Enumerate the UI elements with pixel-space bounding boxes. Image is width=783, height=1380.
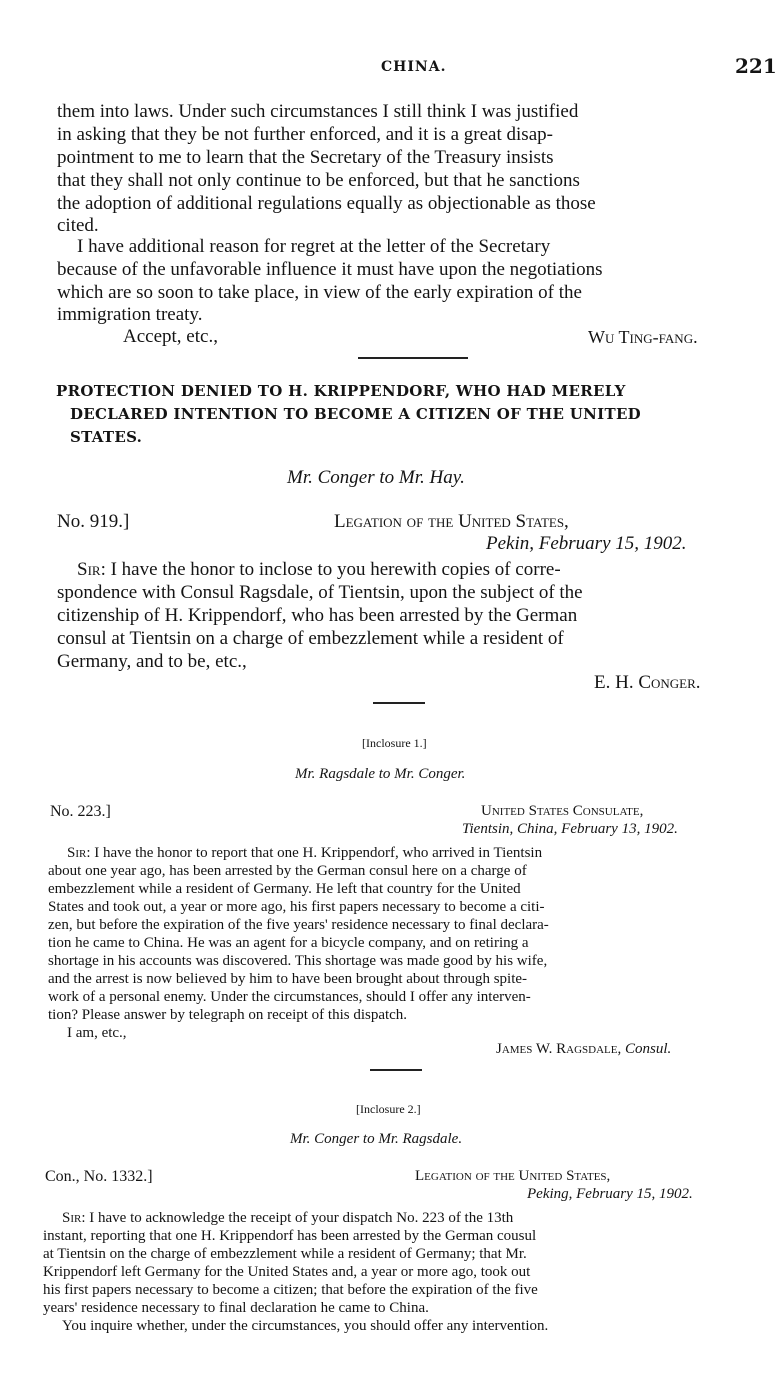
heading-line: DECLARED INTENTION TO BECOME A CITIZEN OF THE UNITED <box>70 405 641 423</box>
body-line: embezzlement while a resident of Germany. He left that country for the United <box>48 881 521 897</box>
body-line: in asking that they be not further enforced, and it is a great disap- <box>57 124 553 145</box>
body-line: instant, reporting that one H. Krippendorf has been arrested by the German cousul <box>43 1228 537 1244</box>
inclosure-label: [Inclosure 1.] <box>362 736 427 750</box>
salutation: Sir: <box>77 559 106 580</box>
place-date: Tientsin, China, February 13, 1902. <box>462 821 678 837</box>
document-title: Mr. Conger to Mr. Ragsdale. <box>290 1131 463 1147</box>
sender-office: Legation of the United States, <box>334 511 569 532</box>
body-line <box>62 1210 513 1227</box>
body-line: because of the unfavorable influence it must have upon the negotiations <box>57 259 603 280</box>
inclosure-label: [Inclosure 2.] <box>356 1102 421 1116</box>
signature <box>496 1041 671 1058</box>
body-line: work of a personal enemy. Under the circumstances, should I offer any interven- <box>48 989 531 1005</box>
body-text: I have the honor to inclose to you herewith copies of corre- <box>105 559 561 580</box>
signature: E. H. Conger. <box>594 672 701 693</box>
body-line: States and took out, a year or more ago, his first papers necessary to become a citi- <box>48 899 545 915</box>
sender-office: Legation of the United States, <box>415 1168 611 1184</box>
body-line: the adoption of additional regulations equally as objectionable as those <box>57 193 596 214</box>
divider <box>373 702 425 704</box>
body-line: Germany, and to be, etc., <box>57 651 247 672</box>
body-line: tion he came to China. He was an agent for a bicycle company, and on retiring a <box>48 935 529 951</box>
body-line <box>77 559 561 581</box>
body-line: that they shall not only continue to be enforced, but that he sanctions <box>57 170 580 191</box>
divider <box>370 1069 422 1071</box>
document-title: Mr. Conger to Mr. Hay. <box>287 467 465 488</box>
running-title: CHINA. <box>381 59 447 75</box>
signature: Wu Ting-fang. <box>588 327 698 347</box>
body-text: I have the honor to report that one H. Krippendorf, who arrived in Tientsin <box>90 845 543 861</box>
body-line: which are so soon to take place, in view of the early expiration of the <box>57 282 582 303</box>
body-line: You inquire whether, under the circumstances, you should offer any intervention. <box>62 1318 549 1334</box>
body-line: about one year ago, has been arrested by the German consul here on a charge of <box>48 863 527 879</box>
body-line: tion? Please answer by telegraph on receipt of this dispatch. <box>48 1007 408 1023</box>
signature-name: James W. Ragsdale, <box>496 1041 622 1057</box>
salutation: Sir: <box>67 845 91 861</box>
body-line: them into laws. Under such circumstances I still think I was justified <box>57 101 579 122</box>
sender-office: United States Consulate, <box>481 803 644 819</box>
heading-line: PROTECTION DENIED TO H. KRIPPENDORF, WHO HAD MERELY <box>56 382 626 400</box>
body-line: years' residence necessary to final declaration he came to China. <box>43 1300 429 1316</box>
body-line: consul at Tientsin on a charge of embezzlement while a resident of <box>57 628 564 649</box>
closing: I am, etc., <box>67 1025 127 1041</box>
body-line: zen, but before the expiration of the five years' residence necessary to final declara- <box>48 917 549 933</box>
body-line: shortage in his accounts was discovered. This shortage was made good by his wife, <box>48 953 548 969</box>
body-line: and the arrest is now believed by him to have been brought about through spite- <box>48 971 528 987</box>
signature-title: Consul. <box>625 1041 672 1057</box>
document-number: No. 919.] <box>57 511 130 532</box>
body-line: immigration treaty. <box>57 304 203 325</box>
body-line: cited. <box>57 215 99 236</box>
closing: Accept, etc., <box>123 326 218 347</box>
body-line: Krippendorf left Germany for the United States and, a year or more ago, took out <box>43 1264 531 1280</box>
body-line: I have additional reason for regret at the letter of the Secretary <box>77 236 551 257</box>
divider <box>358 357 468 359</box>
page-number: 221 <box>735 54 777 78</box>
place-date: Pekin, February 15, 1902. <box>486 533 687 554</box>
document-number: Con., No. 1332.] <box>45 1168 153 1185</box>
salutation: Sir: <box>62 1210 86 1226</box>
body-line: spondence with Consul Ragsdale, of Tientsin, upon the subject of the <box>57 582 583 603</box>
body-text: I have to acknowledge the receipt of your dispatch No. 223 of the 13th <box>85 1210 514 1226</box>
document-title: Mr. Ragsdale to Mr. Conger. <box>295 766 466 782</box>
body-line <box>67 845 542 862</box>
body-line: pointment to me to learn that the Secretary of the Treasury insists <box>57 147 554 168</box>
body-line: citizenship of H. Krippendorf, who has been arrested by the German <box>57 605 578 626</box>
body-line: at Tientsin on the charge of embezzlement while a resident of Germany; that Mr. <box>43 1246 527 1262</box>
place-date: Peking, February 15, 1902. <box>527 1186 693 1202</box>
document-number: No. 223.] <box>50 803 111 820</box>
body-line: his first papers necessary to become a citizen; that before the expiration of the five <box>43 1282 538 1298</box>
heading-line: STATES. <box>70 428 143 446</box>
